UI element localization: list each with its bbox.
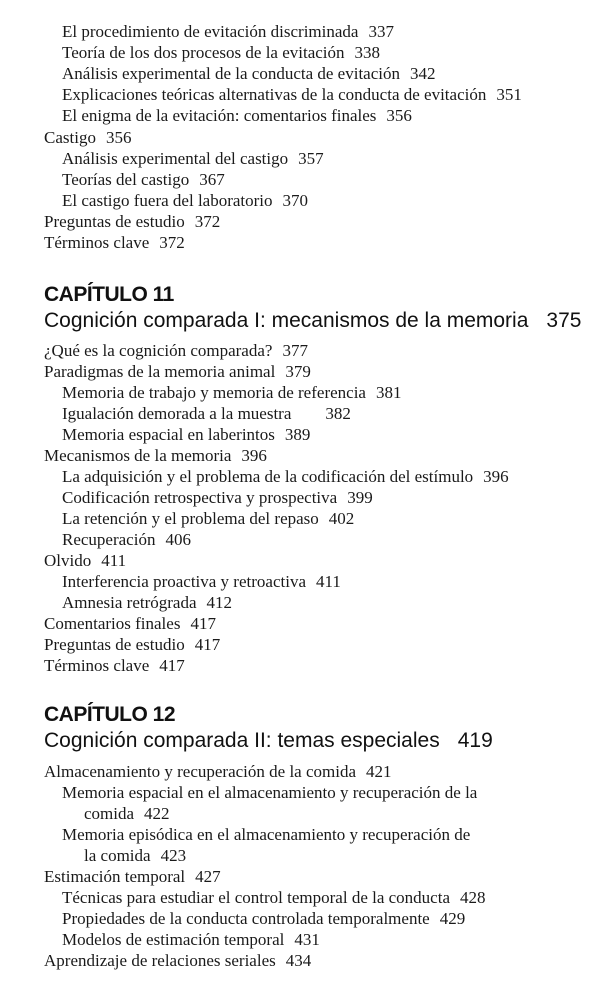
toc-entry: Paradigmas de la memoria animal 379 — [44, 362, 311, 381]
toc-entry: La retención y el problema del repaso 402 — [62, 509, 355, 528]
toc-entry: Análisis experimental de la conducta de evitación 342 — [62, 64, 436, 83]
toc-entry: Memoria de trabajo y memoria de referencia 381 — [62, 383, 402, 402]
page-number: 337 — [368, 22, 394, 41]
page-number: 356 — [105, 128, 132, 147]
toc-entry-continuation: comida 422 — [84, 804, 170, 823]
page-number: 431 — [294, 930, 320, 949]
page-number: 389 — [284, 425, 311, 444]
page-number: 372 — [159, 233, 185, 252]
page-number: 372 — [194, 212, 221, 231]
toc-entry-continuation: la comida 423 — [84, 846, 187, 865]
toc-entry: Técnicas para estudiar el control temporal de la conducta 428 — [62, 888, 486, 907]
page-number: 402 — [328, 509, 355, 528]
toc-entry: Comentarios finales 417 — [44, 614, 216, 633]
toc-entry: Memoria espacial en el almacenamiento y recuperación de la — [62, 783, 478, 802]
page-number: 421 — [366, 762, 392, 781]
page-number: 377 — [282, 341, 308, 360]
page-number: 396 — [483, 467, 509, 486]
page-number: 382 — [325, 404, 351, 423]
page-number: 423 — [160, 846, 187, 865]
page-number: 381 — [375, 383, 402, 402]
page-number: 356 — [386, 106, 412, 125]
page-number: 396 — [241, 446, 267, 465]
page-number: 417 — [194, 635, 221, 654]
page-number: 370 — [282, 191, 309, 210]
page-number: 379 — [285, 362, 311, 381]
page-number: 422 — [144, 804, 170, 823]
toc-entry: Términos clave 372 — [44, 233, 185, 252]
toc-entry: El procedimiento de evitación discriminada 337 — [62, 22, 394, 41]
page-number: 417 — [190, 614, 216, 633]
chapter-label: CAPÍTULO 11 — [44, 283, 174, 306]
page-number: 351 — [496, 85, 522, 104]
toc-entry: Memoria espacial en laberintos 389 — [62, 425, 311, 444]
page-number: 375 — [546, 309, 582, 332]
toc-entry: Explicaciones teóricas alternativas de la conducta de evitación 351 — [62, 85, 522, 104]
toc-entry: Preguntas de estudio 372 — [44, 212, 221, 231]
toc-entry: Preguntas de estudio 417 — [44, 635, 221, 654]
page-number: 357 — [298, 149, 324, 168]
toc-entry: Propiedades de la conducta controlada temporalmente 429 — [62, 909, 466, 928]
toc-entry: El castigo fuera del laboratorio 370 — [62, 191, 309, 210]
page-number: 399 — [347, 488, 373, 507]
toc-entry: Modelos de estimación temporal 431 — [62, 930, 320, 949]
page-number: 338 — [354, 43, 381, 62]
page-number: 419 — [457, 729, 493, 752]
page-number: 406 — [165, 530, 191, 549]
toc-entry: Igualación demorada a la muestra 382 — [62, 404, 351, 423]
toc-entry: Estimación temporal 427 — [44, 867, 221, 886]
chapter-title: Cognición comparada I: mecanismos de la memoria 375 — [44, 309, 582, 332]
toc-entry: Análisis experimental del castigo 357 — [62, 149, 324, 168]
page-number: 429 — [439, 909, 466, 928]
toc-entry: Memoria episódica en el almacenamiento y recuperación de — [62, 825, 471, 844]
page-number: 434 — [285, 951, 312, 970]
toc-entry: Interferencia proactiva y retroactiva 411 — [62, 572, 341, 591]
toc-entry: Codificación retrospectiva y prospectiva 399 — [62, 488, 373, 507]
toc-entry: El enigma de la evitación: comentarios finales 356 — [62, 106, 412, 125]
toc-entry: La adquisición y el problema de la codificación del estímulo 396 — [62, 467, 509, 486]
page-number: 367 — [199, 170, 225, 189]
toc-entry: Mecanismos de la memoria 396 — [44, 446, 267, 465]
toc-entry: Teoría de los dos procesos de la evitación 338 — [62, 43, 381, 62]
chapter-title: Cognición comparada II: temas especiales 419 — [44, 729, 493, 752]
page-number: 411 — [101, 551, 127, 570]
toc-entry: Términos clave 417 — [44, 656, 185, 675]
toc-entry: Almacenamiento y recuperación de la comida 421 — [44, 762, 392, 781]
page-number: 427 — [195, 867, 221, 886]
toc-entry: Teorías del castigo 367 — [62, 170, 225, 189]
toc-entry: Recuperación 406 — [62, 530, 191, 549]
page-number: 412 — [206, 593, 233, 612]
chapter-label: CAPÍTULO 12 — [44, 703, 176, 726]
page-number: 342 — [409, 64, 436, 83]
toc-entry: Amnesia retrógrada 412 — [62, 593, 233, 612]
page-number: 428 — [460, 888, 486, 907]
toc-entry: ¿Qué es la cognición comparada? 377 — [44, 341, 308, 360]
page-number: 417 — [159, 656, 185, 675]
toc-entry: Castigo 356 — [44, 128, 132, 147]
toc-entry: Olvido 411 — [44, 551, 127, 570]
page-number: 411 — [316, 572, 341, 591]
toc-entry: Aprendizaje de relaciones seriales 434 — [44, 951, 312, 970]
